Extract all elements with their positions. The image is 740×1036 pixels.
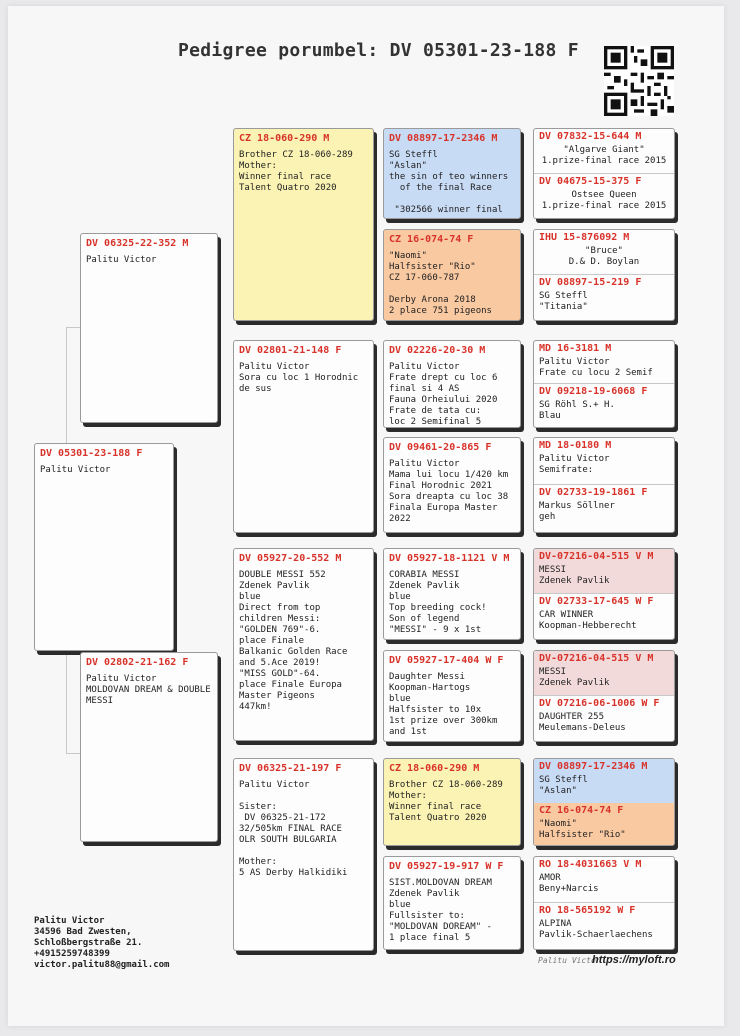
ring-number: RO 18-565192 W F [539,905,636,916]
pigeon-info: CAR WINNER Koopman-Hebberecht [539,610,637,631]
ancestor-cell[interactable] [534,594,674,640]
ring-number: MD 16-3181 M [539,343,612,354]
pigeon-info: Palitu Victor MOLDOVAN DREAM & DOUBLE MESSI [86,674,211,706]
pigeon-info: SG Steffl "Titania" [539,291,588,312]
pigeon-info: DOUBLE MESSI 552 Zdenek Pavlik blue Direct from top children Messi: "GOLDEN 769"-6. place Finale Balkanic Golden Race and 5.Ace 2019! "MISS GOLD"-64. place Finale Europa Master Pigeons 447km! [239,570,348,712]
ring-number: DV 09218-19-6068 F [539,386,648,397]
owner-line: 34596 Bad Zwesten, [34,927,132,937]
great-grandparent-card[interactable] [383,340,521,428]
great-grandparent-card[interactable] [383,437,521,533]
pigeon-info: Palitu Victor [40,465,111,475]
ancestor-cell[interactable] [534,230,674,275]
pigeon-info: Brother CZ 18-060-289 Mother: Winner final race Talent Quatro 2020 [239,150,353,193]
pigeon-info: Brother CZ 18-060-289 Mother: Winner final race Talent Quatro 2020 [389,780,503,823]
pigeon-info: Palitu Victor Sister: DV 06325-21-172 32/505km FINAL RACE OLR SOUTH BULGARIA Mother: 5 AS Derby Halkidiki [239,780,348,878]
pigeon-info: Palitu Victor [86,255,157,265]
ring-number: DV 02733-19-1861 F [539,487,648,498]
ring-number: DV-07216-04-515 V M [539,551,654,562]
ring-number: MD 18-0180 M [539,440,612,451]
ring-number: CZ 18-060-290 M [239,133,330,144]
ancestor-cell[interactable] [534,549,674,594]
great-grandparent-card[interactable] [383,128,521,219]
ring-number: RO 18-4031663 V M [539,859,642,870]
ancestor-cell[interactable] [534,129,674,174]
gen4-pair [533,128,675,219]
ring-number: DV 02802-21-162 F [86,657,189,668]
ring-number: DV 02226-20-30 M [389,345,486,356]
ring-number: DV-07216-04-515 V M [539,653,654,664]
pigeon-info: MESSI Zdenek Pavlik [539,667,610,688]
pigeon-info: "Bruce" D.& D. Boylan [568,246,640,267]
pigeon-info: Palitu Victor Frate cu locu 2 Semif [539,357,653,378]
ancestor-cell[interactable] [534,651,674,696]
ancestor-cell[interactable] [534,438,674,485]
pigeon-info: Daughter Messi Koopman-Hartogs blue Halfsister to 10x 1st prize over 300km and 1st [389,672,498,737]
ancestor-cell[interactable] [534,903,674,950]
ancestor-cell[interactable] [534,803,674,846]
ring-number: CZ 18-060-290 M [389,763,480,774]
pigeon-info: SIST.MOLDOVAN DREAM Zdenek Pavlik blue Fullsister to: "MOLDOVAN DOREAM" - 1 place final 5 [389,878,492,943]
grandparent-card[interactable] [233,758,374,951]
ring-number: DV 07832-15-644 M [539,131,642,142]
signature: Palitu Victor [538,956,601,965]
pigeon-info: SG Steffl "Aslan" [539,775,588,796]
ring-number: DV 04675-15-375 F [539,176,642,187]
ancestor-cell[interactable] [534,485,674,533]
ancestor-cell[interactable] [534,857,674,903]
grandparent-card[interactable] [233,340,374,533]
ring-number: DV 07216-06-1006 W F [539,698,660,709]
pigeon-info: SG Steffl "Aslan" the sin of teo winners of the final Race "302566 winner final [389,150,509,215]
ring-number: DV 08897-17-2346 M [389,133,498,144]
great-grandparent-card[interactable] [383,229,521,321]
pigeon-info: Markus Söllner geh [539,501,615,522]
grandparent-card[interactable] [233,128,374,321]
owner-line: Schloßbergstraße 21. [34,938,143,948]
great-grandparent-card[interactable] [383,650,521,742]
ancestor-cell[interactable] [534,696,674,742]
ring-number: DV 09461-20-865 F [389,442,492,453]
ring-number: DV 05927-17-404 W F [389,655,504,666]
ring-number: DV 05927-18-1121 V M [389,553,510,564]
ancestor-cell[interactable] [534,174,674,219]
ring-number: DV 05927-19-917 W F [389,861,504,872]
pigeon-info: AMOR Beny+Narcis [539,873,599,894]
ring-number: IHU 15-876092 M [539,232,630,243]
ring-number: DV 02733-17-645 W F [539,596,654,607]
ring-number: CZ 16-074-74 F [539,805,624,816]
ring-number: DV 08897-17-2346 M [539,761,648,772]
ring-number: DV 05301-23-188 F [40,448,143,459]
great-grandparent-card[interactable] [383,758,521,846]
gen4-pair [533,340,675,428]
qr-code-icon [604,46,674,116]
connector-line [66,327,81,452]
pigeon-info: "Naomi" Halfsister "Rio" CZ 17-060-787 Derby Arona 2018 2 place 751 pigeons [389,251,492,316]
site-url[interactable]: https://myloft.ro [592,954,676,966]
ancestor-cell[interactable] [534,275,674,321]
gen4-pair [533,758,675,846]
owner-email: victor.palitu88@gmail.com [34,960,170,970]
ring-number: DV 06325-21-197 F [239,763,342,774]
pigeon-info: MESSI Zdenek Pavlik [539,565,610,586]
gen4-pair [533,548,675,640]
pigeon-info: SG Röhl S.+ H. Blau [539,400,615,421]
gen4-pair [533,856,675,950]
pigeon-info: Palitu Victor Mama lui locu 1/420 km Final Horodnic 2021 Sora dreapta cu loc 38 Finala Europa Master 2022 [389,459,509,524]
gen4-pair [533,229,675,321]
great-grandparent-card[interactable] [383,856,521,950]
ring-number: DV 06325-22-352 M [86,238,189,249]
ring-number: CZ 16-074-74 F [389,234,474,245]
pigeon-info: "Algarve Giant" 1.prize-final race 2015 [541,145,667,166]
ancestor-cell[interactable] [534,384,674,428]
pigeon-info: ALPINA Pavlik-Schaerlaechens [539,919,653,940]
great-grandparent-card[interactable] [383,548,521,640]
owner-line: Palitu Victor [34,916,105,926]
pigeon-info: DAUGHTER 255 Meulemans-Deleus [539,712,626,733]
gen4-pair [533,437,675,533]
pigeon-card[interactable] [34,443,174,651]
ring-number: DV 05927-20-552 M [239,553,342,564]
father-card[interactable] [80,233,218,423]
owner-address [34,916,169,971]
grandparent-card[interactable] [233,548,374,741]
ring-number: DV 02801-21-148 F [239,345,342,356]
pigeon-info: Ostsee Queen 1.prize-final race 2015 [541,190,667,211]
ancestor-cell[interactable] [534,341,674,384]
pigeon-info: "Naomi" Halfsister "Rio" [539,819,626,840]
page-title: Pedigree porumbel: DV 05301-23-188 F [178,40,579,61]
pigeon-info: Palitu Victor Frate drept cu loc 6 final si 4 AS Fauna Orheiului 2020 Frate de tata cu: loc 2 Semifinal 5 [389,362,498,427]
owner-line: +4915259748399 [34,949,110,959]
gen4-pair [533,650,675,742]
ring-number: DV 08897-15-219 F [539,277,642,288]
pigeon-info: Palitu Victor Sora cu loc 1 Horodnic de sus [239,362,359,394]
pigeon-info: Palitu Victor Semifrate: [539,454,610,475]
pigeon-info: CORABIA MESSI Zdenek Pavlik blue Top breeding cock! Son of legend "MESSI" - 9 x 1st [389,570,487,635]
mother-card[interactable] [80,652,218,842]
ancestor-cell[interactable] [534,759,674,803]
